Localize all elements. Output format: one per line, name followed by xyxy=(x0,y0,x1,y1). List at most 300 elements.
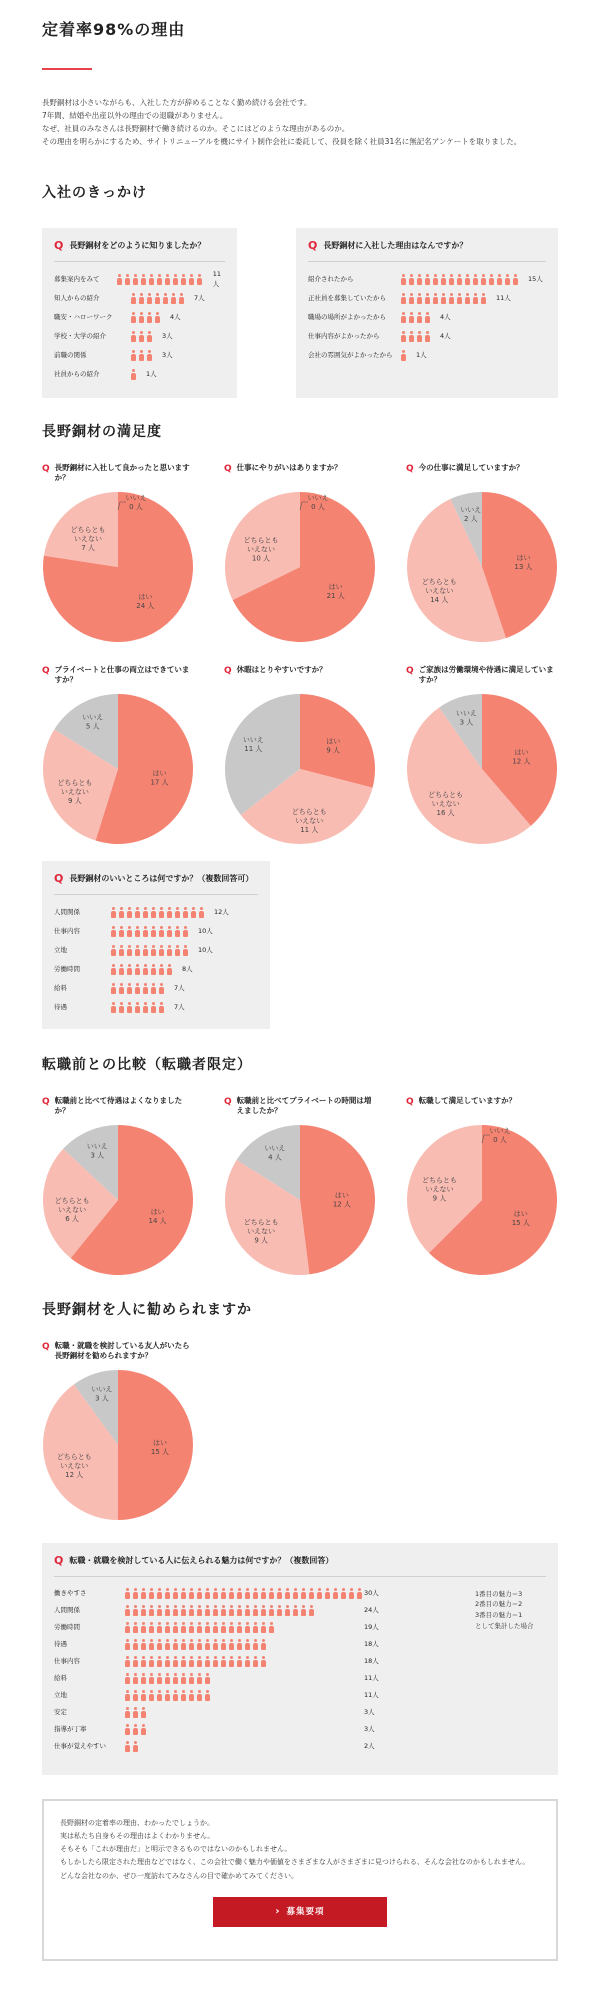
person-icon xyxy=(189,274,195,285)
person-icon xyxy=(252,1656,258,1667)
count-row xyxy=(54,346,225,365)
row-count: 10人 xyxy=(198,926,213,935)
count-rows xyxy=(54,903,258,1017)
pie-label-line: はい xyxy=(513,1209,528,1218)
person-icon xyxy=(124,1605,130,1616)
pie-label-line: 0 人 xyxy=(311,502,325,511)
person-icon xyxy=(180,1639,186,1650)
person-icon xyxy=(400,312,406,323)
pie-label-line: どちらとも xyxy=(70,525,106,534)
person-icon xyxy=(440,274,446,285)
pie-question xyxy=(224,1096,376,1122)
pie-question-text: 転職前と比べてプライベートの時間は増えましたか？ xyxy=(236,1095,372,1115)
row-count: 4人 xyxy=(170,312,181,321)
person-icon xyxy=(124,1741,130,1752)
person-icon xyxy=(110,907,116,918)
person-icon xyxy=(180,1588,186,1599)
person-icon xyxy=(196,1673,202,1684)
row-count: 11人 xyxy=(364,1690,379,1699)
row-label: 労働時間 xyxy=(54,964,80,973)
count-row xyxy=(54,998,258,1017)
person-icon xyxy=(416,312,422,323)
row-label: 待遇 xyxy=(54,1002,67,1011)
person-icon xyxy=(158,964,164,975)
person-icon xyxy=(212,1588,218,1599)
person-icon xyxy=(158,983,164,994)
pie-label-line: いえない xyxy=(295,816,324,825)
pie-label-line: いえない xyxy=(425,586,454,595)
recruitment-button-label: 募集要項 xyxy=(286,1906,325,1917)
pie-question-text: 仕事にやりがいはありますか？ xyxy=(236,462,342,472)
person-icon xyxy=(276,1605,282,1616)
row-count: 24人 xyxy=(364,1605,379,1614)
person-icon xyxy=(182,926,188,937)
count-row xyxy=(54,289,225,308)
row-count: 3人 xyxy=(364,1707,375,1716)
person-icon xyxy=(228,1622,234,1633)
pie-question xyxy=(406,665,558,691)
row-label: 働きやすさ xyxy=(54,1588,87,1597)
person-icon xyxy=(110,926,116,937)
entry-boxes xyxy=(42,228,558,398)
pie-question xyxy=(42,665,194,691)
pie-label-line: いいえ xyxy=(86,1141,108,1150)
person-icon xyxy=(316,1588,322,1599)
intro-line: その理由を明らかにするため、サイトリニューアルを機にサイト制作会社に委託して、役員を除く社員31名に無記名アンケートを取りました。 xyxy=(42,137,522,147)
pie-label-no xyxy=(243,736,264,753)
person-icon xyxy=(178,293,184,304)
row-label: 学校・大学の紹介 xyxy=(54,331,106,340)
question-mark-icon: Q xyxy=(42,1096,50,1107)
pie-label-line: はい xyxy=(328,582,343,591)
legend-line: 2番目の魅力＝2 xyxy=(475,1600,523,1609)
person-icon xyxy=(166,964,172,975)
person-icon xyxy=(138,331,144,342)
pie-label-yes xyxy=(151,1439,169,1456)
pie-label-line: いいえ xyxy=(242,735,264,744)
pie-label-line: いいえ xyxy=(307,493,329,502)
scoring-legend xyxy=(475,1589,534,1632)
person-icon xyxy=(164,1690,170,1701)
row-count: 10人 xyxy=(198,945,213,954)
pie-label-yes xyxy=(512,748,530,765)
person-icon xyxy=(244,1605,250,1616)
row-label: 仕事内容がよかったから xyxy=(308,331,380,340)
person-icon xyxy=(252,1622,258,1633)
person-icons xyxy=(124,1588,364,1599)
pie-question-text: 転職・就職を検討している友人がいたら長野銅材を勧められますか？ xyxy=(54,1340,190,1360)
row-label: 指導が丁寧 xyxy=(54,1724,87,1733)
person-icon xyxy=(118,926,124,937)
person-icon xyxy=(126,945,132,956)
count-row xyxy=(308,308,546,327)
person-icon xyxy=(424,312,430,323)
person-icon xyxy=(141,274,147,285)
row-count: 8人 xyxy=(182,964,193,973)
pie-label-line: 11 人 xyxy=(300,825,319,834)
pie-label-line: 3 人 xyxy=(95,1394,109,1403)
person-icon xyxy=(130,369,136,380)
row-count: 18人 xyxy=(364,1639,379,1648)
person-icons xyxy=(130,331,154,342)
person-icon xyxy=(166,907,172,918)
box-header xyxy=(54,1553,546,1578)
person-icons xyxy=(124,1741,140,1752)
person-icon xyxy=(140,1673,146,1684)
person-icon xyxy=(400,350,406,361)
count-rows xyxy=(308,270,546,365)
pie-chart xyxy=(42,1369,194,1521)
row-count: 7人 xyxy=(174,983,185,992)
section-heading-recommend: 長野銅材を人に勧められますか xyxy=(42,1301,252,1318)
pie-label-line: 0 人 xyxy=(129,502,143,511)
pie-chart xyxy=(406,693,558,845)
person-icons xyxy=(124,1639,268,1650)
person-icon xyxy=(156,1605,162,1616)
person-icon xyxy=(172,1622,178,1633)
count-row xyxy=(54,1585,546,1602)
person-icon xyxy=(154,293,160,304)
count-rows xyxy=(54,1585,546,1755)
person-icon xyxy=(157,274,163,285)
person-icon xyxy=(166,945,172,956)
person-icon xyxy=(156,1588,162,1599)
pie-label-line: どちらとも xyxy=(57,778,93,787)
person-icon xyxy=(432,293,438,304)
pie-question xyxy=(42,1096,194,1122)
person-icon xyxy=(180,1656,186,1667)
person-icon xyxy=(158,926,164,937)
person-icon xyxy=(188,1690,194,1701)
person-icons xyxy=(400,331,432,342)
pie-label-yes xyxy=(333,1191,351,1208)
person-icon xyxy=(496,274,502,285)
person-icon xyxy=(188,1605,194,1616)
person-icon xyxy=(156,1673,162,1684)
person-icon xyxy=(150,926,156,937)
person-icon xyxy=(132,1622,138,1633)
person-icon xyxy=(156,1639,162,1650)
person-icon xyxy=(132,1673,138,1684)
row-label: 仕事内容 xyxy=(54,926,80,935)
person-icon xyxy=(138,312,144,323)
box-question: 長野銅材に入社した理由はなんですか？ xyxy=(323,240,468,250)
person-icon xyxy=(197,274,203,285)
person-icons xyxy=(110,926,190,937)
person-icon xyxy=(150,983,156,994)
pie-label-line: 13 人 xyxy=(514,562,533,571)
person-icon xyxy=(260,1622,266,1633)
person-icon xyxy=(130,331,136,342)
person-icons xyxy=(110,1002,166,1013)
person-icons xyxy=(110,907,206,918)
person-icon xyxy=(424,274,430,285)
person-icon xyxy=(165,274,171,285)
question-mark-icon: Q xyxy=(406,463,414,474)
person-icon xyxy=(348,1588,354,1599)
pie-label-line: 9 人 xyxy=(254,1236,269,1245)
person-icon xyxy=(162,293,168,304)
question-mark-icon: Q xyxy=(54,1553,64,1567)
pie-question xyxy=(406,1096,558,1122)
person-icons xyxy=(110,964,174,975)
person-icon xyxy=(480,293,486,304)
person-icons xyxy=(124,1724,148,1735)
question-mark-icon: Q xyxy=(42,1341,50,1352)
recruitment-button[interactable] xyxy=(213,1897,387,1927)
count-row xyxy=(54,1653,546,1670)
row-count: 7人 xyxy=(194,293,205,302)
row-label: 紹介されたから xyxy=(308,274,354,283)
row-label: 知人からの紹介 xyxy=(54,293,100,302)
person-icon xyxy=(180,1622,186,1633)
person-icon xyxy=(236,1639,242,1650)
row-count: 3人 xyxy=(162,350,173,359)
count-row xyxy=(308,289,546,308)
pie-card xyxy=(406,1096,558,1276)
row-label: 仕事が覚えやすい xyxy=(54,1741,106,1750)
person-icon xyxy=(512,274,518,285)
person-icon xyxy=(140,1707,146,1718)
person-icon xyxy=(196,1605,202,1616)
person-icon xyxy=(188,1588,194,1599)
pie-card xyxy=(42,1096,194,1276)
pie-question-text: 転職前と比べて待遇はよくなりましたか？ xyxy=(54,1095,183,1115)
person-icon xyxy=(148,1605,154,1616)
person-icon xyxy=(400,331,406,342)
charm-box xyxy=(42,1543,558,1775)
row-count: 1人 xyxy=(416,350,427,359)
legend-line: 3番目の魅力＝1 xyxy=(475,1610,523,1619)
person-icon xyxy=(252,1588,258,1599)
person-icon xyxy=(124,1656,130,1667)
count-row xyxy=(54,1636,546,1653)
person-icon xyxy=(204,1690,210,1701)
person-icon xyxy=(164,1605,170,1616)
person-icon xyxy=(138,350,144,361)
person-icon xyxy=(220,1588,226,1599)
person-icon xyxy=(126,964,132,975)
title-rule xyxy=(42,68,92,70)
person-icon xyxy=(236,1656,242,1667)
person-icon xyxy=(142,945,148,956)
person-icon xyxy=(204,1673,210,1684)
pie-label-line: いいえ xyxy=(489,1126,511,1135)
question-mark-icon: Q xyxy=(224,463,232,474)
person-icon xyxy=(118,907,124,918)
person-icon xyxy=(220,1605,226,1616)
person-icons xyxy=(124,1707,148,1718)
person-icon xyxy=(125,274,131,285)
person-icon xyxy=(472,274,478,285)
pie-question xyxy=(42,1341,194,1367)
person-icons xyxy=(400,293,488,304)
person-icon xyxy=(228,1588,234,1599)
person-icons xyxy=(124,1622,276,1633)
person-icons xyxy=(124,1656,268,1667)
person-icon xyxy=(244,1639,250,1650)
person-icon xyxy=(220,1656,226,1667)
person-icon xyxy=(110,1002,116,1013)
person-icon xyxy=(126,983,132,994)
person-icons xyxy=(110,983,166,994)
box-question: 長野銅材のいいところは何ですか？（複数回答可） xyxy=(69,873,254,883)
person-icon xyxy=(228,1605,234,1616)
row-count: 3人 xyxy=(364,1724,375,1733)
pie-label-line: はい xyxy=(326,736,341,745)
count-row xyxy=(54,1619,546,1636)
person-icon xyxy=(164,1588,170,1599)
pie-label-line: はい xyxy=(150,1207,165,1216)
pie-label-line: いえない xyxy=(58,1205,87,1214)
row-label: 募集案内をみて xyxy=(54,274,100,283)
pie-label-line: はい xyxy=(153,1438,167,1447)
person-icon xyxy=(408,331,414,342)
person-icon xyxy=(130,293,136,304)
pie-label-line: 3 人 xyxy=(90,1150,105,1159)
pie-chart xyxy=(406,1124,558,1276)
person-icon xyxy=(174,945,180,956)
closing-line: そもそも「これが理由だ」と明示できるものではないのかもしれません。 xyxy=(60,1845,292,1854)
person-icon xyxy=(308,1588,314,1599)
person-icon xyxy=(134,926,140,937)
count-row xyxy=(308,346,546,365)
person-icons xyxy=(400,274,520,285)
count-row xyxy=(54,903,258,922)
person-icon xyxy=(324,1588,330,1599)
count-row xyxy=(308,270,546,289)
pie-chart xyxy=(406,491,558,643)
row-label: 給料 xyxy=(54,1673,67,1682)
person-icon xyxy=(308,1605,314,1616)
person-icon xyxy=(126,926,132,937)
person-icon xyxy=(204,1588,210,1599)
person-icon xyxy=(284,1605,290,1616)
pie-question xyxy=(42,463,194,489)
person-icons xyxy=(124,1605,316,1616)
pie-label-line: 7 人 xyxy=(81,543,95,552)
person-icon xyxy=(408,293,414,304)
person-icon xyxy=(140,1724,146,1735)
pie-question-text: 転職して満足していますか？ xyxy=(418,1095,517,1105)
pie-question xyxy=(224,665,376,691)
person-icon xyxy=(488,274,494,285)
person-icon xyxy=(118,983,124,994)
count-row xyxy=(54,1602,546,1619)
pie-question xyxy=(406,463,558,489)
person-icon xyxy=(196,1622,202,1633)
pie-label-line: 12 人 xyxy=(332,1199,351,1208)
count-row xyxy=(308,327,546,346)
pie-label-line: どちらとも xyxy=(428,790,464,799)
pie-card xyxy=(406,463,558,643)
person-icon xyxy=(130,312,136,323)
person-icons xyxy=(130,293,186,304)
person-icon xyxy=(172,1656,178,1667)
person-icon xyxy=(196,1690,202,1701)
person-icon xyxy=(448,274,454,285)
box-question: 長野銅材をどのように知りましたか？ xyxy=(69,240,206,250)
person-icon xyxy=(140,1639,146,1650)
person-icon xyxy=(150,945,156,956)
person-icon xyxy=(188,1639,194,1650)
person-icons xyxy=(400,312,432,323)
person-icon xyxy=(172,1588,178,1599)
closing-line: もしかしたら限定された理由などではなく、この会社で働く魅力や価値をさまざまな人がさまざまに見つけられる、そんな会社なのかもしれません。 xyxy=(60,1858,530,1867)
person-icon xyxy=(464,274,470,285)
person-icon xyxy=(456,274,462,285)
person-icon xyxy=(130,350,136,361)
person-icon xyxy=(148,1588,154,1599)
pie-label-line: どちらとも xyxy=(422,1175,458,1184)
person-icon xyxy=(148,1690,154,1701)
pie-card xyxy=(42,463,194,643)
person-icon xyxy=(424,331,430,342)
pie-label-line: いえない xyxy=(60,1461,89,1470)
pie-label-line: 14 人 xyxy=(430,595,449,604)
pie-label-line: 9 人 xyxy=(432,1193,447,1202)
person-icon xyxy=(268,1588,274,1599)
person-icon xyxy=(180,1605,186,1616)
person-icon xyxy=(204,1656,210,1667)
pie-label-yes xyxy=(514,554,532,571)
pie-label-yes xyxy=(512,1210,530,1227)
person-icon xyxy=(198,907,204,918)
person-icon xyxy=(134,964,140,975)
pie-label-line: 12 人 xyxy=(512,756,531,765)
section-heading-comparison: 転職前との比較（転職者限定） xyxy=(42,1056,252,1073)
person-icon xyxy=(400,274,406,285)
pie-label-line: はい xyxy=(138,592,153,601)
person-icon xyxy=(124,1707,130,1718)
pie-label-yes xyxy=(327,583,345,600)
row-count: 4人 xyxy=(440,331,451,340)
person-icons xyxy=(110,945,190,956)
person-icon xyxy=(236,1588,242,1599)
person-icon xyxy=(132,1639,138,1650)
person-icons xyxy=(124,1673,212,1684)
question-mark-icon: Q xyxy=(54,871,64,885)
pie-chart xyxy=(42,491,194,643)
person-icon xyxy=(244,1622,250,1633)
person-icon xyxy=(504,274,510,285)
person-icon xyxy=(212,1605,218,1616)
person-icon xyxy=(220,1622,226,1633)
person-icon xyxy=(132,1656,138,1667)
person-icon xyxy=(424,293,430,304)
person-icon xyxy=(134,945,140,956)
person-icon xyxy=(212,1622,218,1633)
merit-box xyxy=(42,861,270,1029)
person-icon xyxy=(400,293,406,304)
person-icon xyxy=(140,1656,146,1667)
pie-chart xyxy=(42,1124,194,1276)
row-count: 19人 xyxy=(364,1622,379,1631)
person-icon xyxy=(292,1588,298,1599)
pie-label-line: はい xyxy=(514,747,529,756)
person-icon xyxy=(408,274,414,285)
question-mark-icon: Q xyxy=(406,665,414,676)
person-icon xyxy=(134,1002,140,1013)
person-icon xyxy=(164,1656,170,1667)
person-icon xyxy=(220,1639,226,1650)
person-icon xyxy=(340,1588,346,1599)
person-icon xyxy=(228,1656,234,1667)
person-icons xyxy=(130,312,162,323)
person-icon xyxy=(117,274,123,285)
row-label: 前職の関係 xyxy=(54,350,87,359)
row-count: 11人 xyxy=(212,269,222,288)
